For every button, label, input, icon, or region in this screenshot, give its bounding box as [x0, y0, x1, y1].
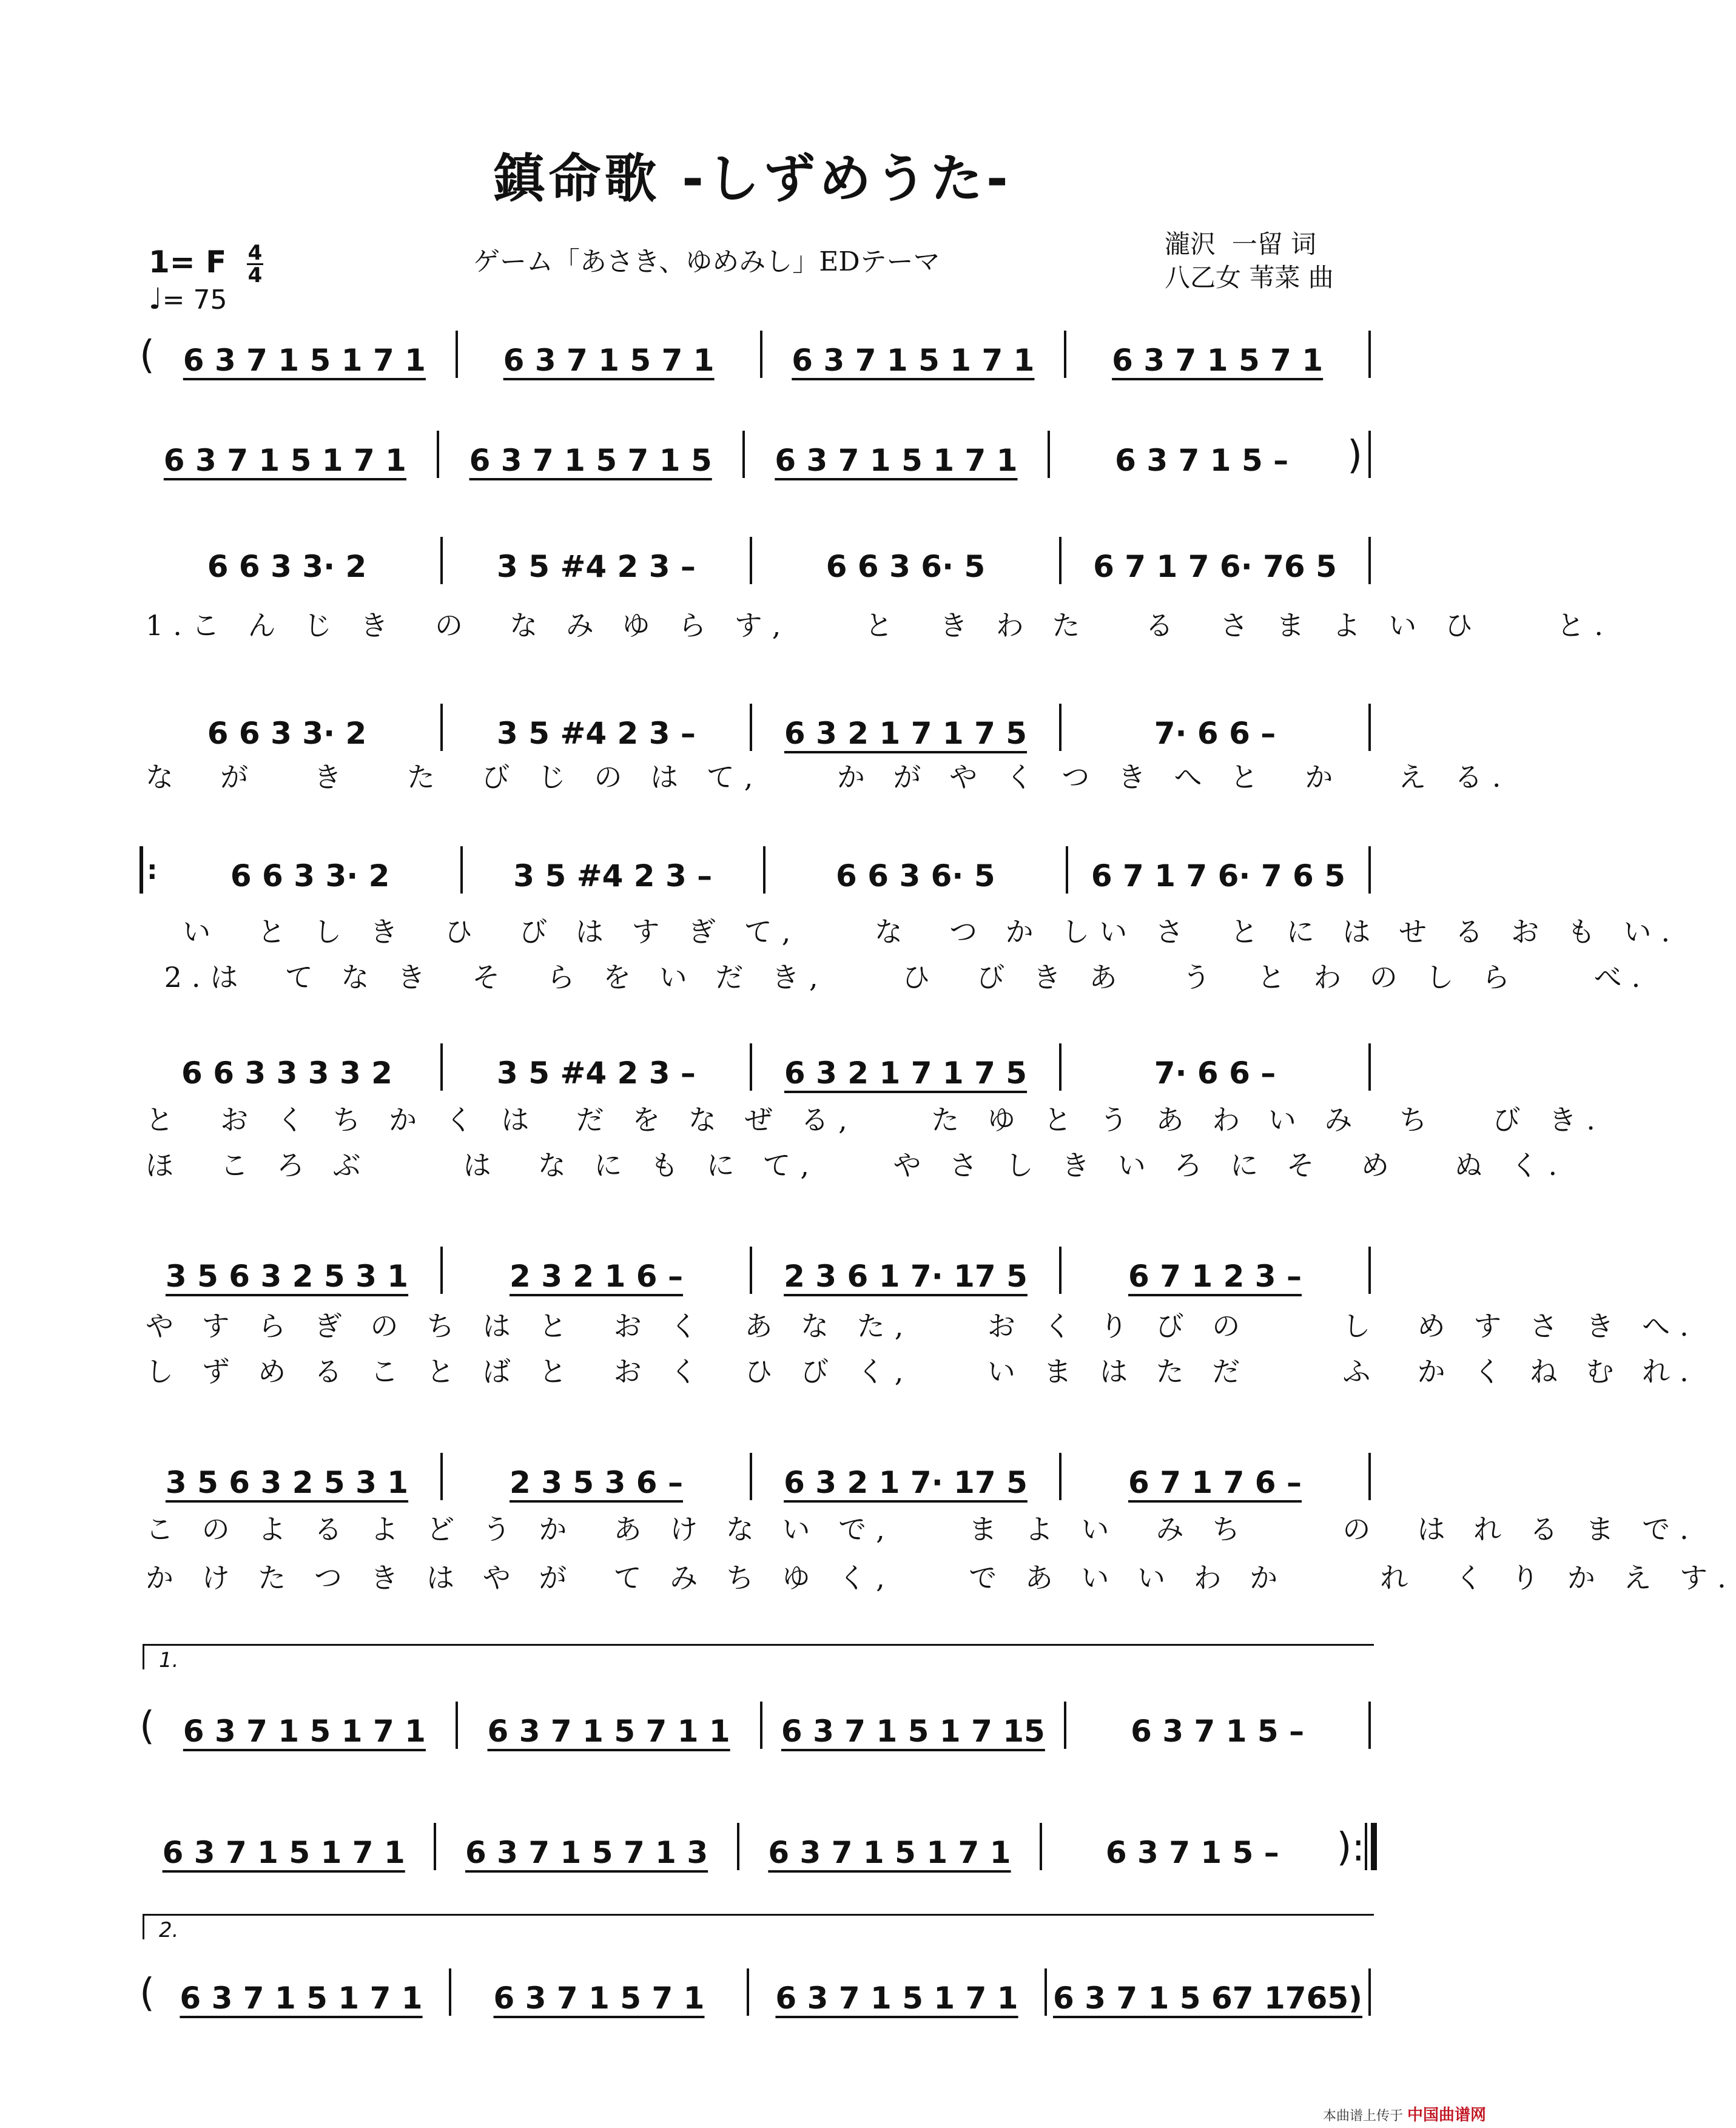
lyric-line: 1.こ ん じ き の な み ゆ ら す, と き わ た る さ ま よ い ひ と.	[146, 609, 1613, 642]
barline	[460, 846, 463, 894]
second-ending-bracket: 2.	[143, 1914, 1374, 1939]
barline	[747, 1968, 749, 2016]
barline	[1040, 1823, 1042, 1870]
measure: 3 5 6 3 2 5 3 1	[165, 1259, 409, 1294]
measure: 6 3 2 1 7 1 7 5	[784, 716, 1028, 751]
composer-credit: 八乙女 苇菜 曲	[1165, 263, 1334, 292]
barline	[1048, 431, 1050, 478]
measure: 6 3 7 1 5 1 7 1	[775, 1981, 1018, 2016]
measure: 6 6 3 6· 5	[826, 549, 986, 584]
measure: 6 3 7 1 5 –	[1105, 1835, 1279, 1870]
measure: 2 3 6 1 7· 17 5	[784, 1259, 1028, 1294]
barline	[750, 1453, 752, 1500]
barline	[437, 431, 439, 478]
opening-parenthesis: (	[140, 1971, 155, 2016]
measure: 6 3 7 1 5 7 1	[493, 1981, 705, 2016]
measure: 7· 6 6 –	[1154, 716, 1276, 751]
measure: 6 3 7 1 5 1 7 1	[792, 343, 1035, 378]
measure: 3 5 6 3 2 5 3 1	[165, 1465, 409, 1500]
barline	[1059, 1043, 1061, 1091]
barline	[1368, 331, 1371, 378]
lyric-line: こ の よ る よ ど う か あ け な い で, ま よ い み ち の は れ る ま で.	[146, 1513, 1698, 1546]
measure: 6 7 1 7 6· 7 6 5	[1091, 858, 1346, 894]
site-logo[interactable]: 中国曲谱网	[1407, 2106, 1486, 2124]
tempo-marking	[149, 282, 227, 316]
measure: 6 3 7 1 5 1 7 1	[183, 1714, 426, 1749]
barline	[750, 704, 752, 751]
opening-parenthesis: (	[140, 333, 155, 378]
measure: 3 5 #4 2 3 –	[513, 858, 713, 894]
measure: 2 3 5 3 6 –	[510, 1465, 683, 1500]
score-line	[140, 1823, 1377, 1870]
barline	[440, 537, 443, 584]
measure: 6 3 2 1 7· 17 5	[784, 1465, 1028, 1500]
barline	[750, 537, 752, 584]
measure: 6 3 7 1 5 7 1 5	[469, 443, 712, 478]
key-signature	[149, 243, 263, 286]
barline	[440, 1043, 443, 1091]
barline	[1368, 431, 1371, 478]
barline	[456, 331, 458, 378]
measure: 6 3 7 1 5 7 1 3	[465, 1835, 708, 1870]
lyricist-credit: 瀧沢 一留 词	[1165, 229, 1317, 259]
barline	[1368, 846, 1371, 894]
barline	[440, 704, 443, 751]
barline	[1066, 846, 1068, 894]
barline	[1368, 1968, 1371, 2016]
barline	[1045, 1968, 1047, 2016]
measure: 6 3 7 1 5 1 7 1	[162, 1835, 405, 1870]
repeat-end-sign	[1365, 1823, 1377, 1870]
lyric-line: 2.は て な き そ ら を い だ き, ひ び き あ う と わ の し ら べ.	[146, 961, 1650, 994]
measure: 6 6 3 3· 2	[207, 716, 367, 751]
measure: 6 3 7 1 5 1 7 1	[775, 443, 1018, 478]
measure: 6 3 7 1 5 67 1765)	[1053, 1981, 1363, 2016]
barline	[1059, 704, 1061, 751]
barline	[449, 1968, 451, 2016]
barline	[440, 1453, 443, 1500]
score-line	[140, 1247, 1377, 1294]
lyric-line: し ず め る こ と ば と お く ひ び く, い ま は た だ ふ か く ね む れ.	[146, 1355, 1698, 1388]
key-label: 1= F	[149, 244, 227, 280]
lyric-line: い と し き ひ び は す ぎ て, な つ か しい さ と に は せ る お も い.	[146, 915, 1680, 948]
lyric-line: か け た つ き は や が て み ち ゆ く, で あ い い わ か れ く り か え す.	[146, 1561, 1736, 1594]
measure: 6 6 3 3 3 3 2	[181, 1056, 392, 1091]
measure: 6 7 1 2 3 –	[1128, 1259, 1302, 1294]
measure: 6 3 7 1 5 7 1	[503, 343, 715, 378]
opening-parenthesis: (	[140, 1704, 155, 1749]
score-line	[140, 1453, 1377, 1500]
closing-parenthesis: ):	[1336, 1825, 1365, 1870]
subtitle: ゲーム「あさき、ゆめみし」EDテーマ	[473, 246, 940, 277]
measure: 6 3 7 1 5 1 7 1	[180, 1981, 423, 2016]
barline	[750, 1043, 752, 1091]
tempo-value: = 75	[162, 285, 227, 315]
barline	[1368, 1453, 1371, 1500]
barline	[760, 1702, 762, 1749]
time-signature	[247, 243, 264, 286]
measure: 6 3 7 1 5 1 7 15	[781, 1714, 1045, 1749]
lyric-line: や す ら ぎ の ち は と お く あ な た, お く り び の し め す さ き へ.	[146, 1310, 1698, 1342]
barline	[1064, 1702, 1066, 1749]
closing-parenthesis: )	[1347, 433, 1363, 478]
barline	[1368, 1043, 1371, 1091]
measure: 6 3 7 1 5 1 7 1	[183, 343, 426, 378]
barline	[760, 331, 762, 378]
page-title: 鎮命歌 -しずめうた-	[493, 149, 1012, 209]
footer-watermark	[1323, 2103, 1486, 2125]
barline	[1368, 704, 1371, 751]
measure: 6 3 7 1 5 7 1 1	[487, 1714, 730, 1749]
lyric-line: と お く ち か く は だ を な ぜ る, た ゆ と う あ わ い み ち び き.	[146, 1103, 1605, 1136]
measure: 6 3 2 1 7 1 7 5	[784, 1056, 1028, 1091]
first-ending-bracket: 1.	[143, 1644, 1374, 1669]
score-line	[140, 331, 1377, 378]
measure: 6 6 3 3· 2	[207, 549, 367, 584]
score-line	[140, 846, 1377, 894]
score-line	[140, 1702, 1377, 1749]
measure: 6 3 7 1 5 7 1	[1112, 343, 1324, 378]
measure: 6 7 1 7 6· 76 5	[1093, 549, 1337, 584]
barline	[1064, 331, 1066, 378]
measure: 3 5 #4 2 3 –	[497, 716, 696, 751]
measure: 3 5 #4 2 3 –	[497, 549, 696, 584]
barline	[434, 1823, 436, 1870]
measure: 6 3 7 1 5 1 7 1	[163, 443, 406, 478]
footer-text: 本曲谱上传于	[1322, 2109, 1403, 2124]
barline	[1059, 1247, 1061, 1294]
score-line	[140, 1043, 1377, 1091]
barline	[1059, 537, 1061, 584]
lyric-line: な が き た び じ の は て, か が や く つ き へ と か え る.	[146, 761, 1511, 793]
score-line	[140, 1968, 1377, 2016]
barline	[440, 1247, 443, 1294]
score-line	[140, 704, 1377, 751]
barline	[1368, 537, 1371, 584]
measure: 3 5 #4 2 3 –	[497, 1056, 696, 1091]
score-line	[140, 537, 1377, 584]
barline	[456, 1702, 458, 1749]
score-line	[140, 431, 1377, 478]
time-numerator: 4	[247, 241, 263, 265]
repeat-start-sign: :	[140, 846, 158, 894]
barline	[763, 846, 765, 894]
measure: 2 3 2 1 6 –	[510, 1259, 683, 1294]
quarter-note-icon: ♩	[149, 282, 163, 316]
time-denominator: 4	[247, 263, 263, 288]
measure: 6 3 7 1 5 –	[1131, 1714, 1305, 1749]
barline	[742, 431, 745, 478]
measure: 6 6 3 6· 5	[836, 858, 995, 894]
barline	[1368, 1247, 1371, 1294]
measure: 6 3 7 1 5 1 7 1	[768, 1835, 1011, 1870]
measure: 6 6 3 3· 2	[230, 858, 390, 894]
lyric-line: ほ こ ろ ぶ は な に も に て, や さ し き い ろ に そ め ぬ く.	[146, 1149, 1567, 1182]
barline	[1059, 1453, 1061, 1500]
barline	[1368, 1702, 1371, 1749]
barline	[750, 1247, 752, 1294]
measure: 6 7 1 7 6 –	[1128, 1465, 1302, 1500]
measure: 7· 6 6 –	[1154, 1056, 1276, 1091]
measure: 6 3 7 1 5 –	[1115, 443, 1289, 478]
barline	[737, 1823, 739, 1870]
